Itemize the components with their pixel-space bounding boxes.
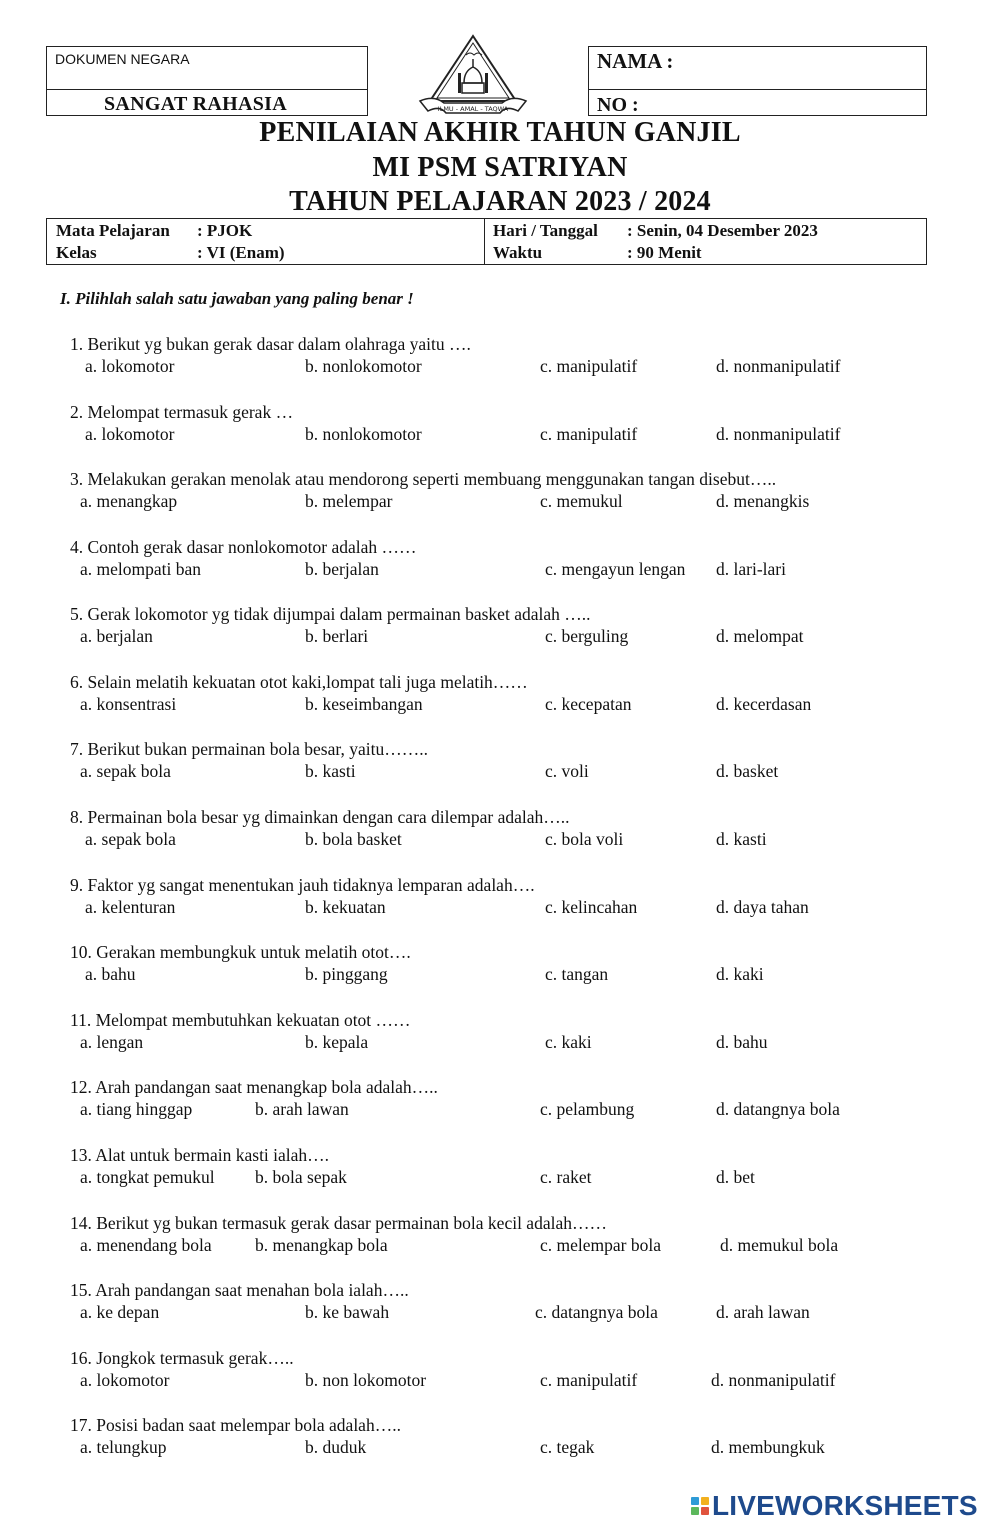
- question-text: 7. Berikut bukan permainan bola besar, yaitu……..: [70, 739, 428, 759]
- option-b[interactable]: b. nonlokomotor: [305, 424, 422, 444]
- number-field-label[interactable]: NO :: [597, 94, 639, 116]
- option-d[interactable]: d. daya tahan: [716, 897, 809, 917]
- option-b[interactable]: b. duduk: [305, 1437, 367, 1457]
- question-text: 9. Faktor yg sangat menentukan jauh tidaknya lemparan adalah….: [70, 875, 535, 895]
- option-b[interactable]: b. bola basket: [305, 829, 402, 849]
- option-c[interactable]: c. datangnya bola: [535, 1302, 658, 1322]
- question-text: 11. Melompat membutuhkan kekuatan otot ……: [70, 1010, 411, 1030]
- question-text: 17. Posisi badan saat melempar bola adalah…..: [70, 1415, 401, 1435]
- option-d[interactable]: d. melompat: [716, 626, 804, 646]
- classification-box: [46, 46, 368, 116]
- option-d[interactable]: d. nonmanipulatif: [716, 356, 841, 376]
- liveworksheets-grid-icon: [691, 1497, 709, 1515]
- option-b[interactable]: b. berjalan: [305, 559, 379, 579]
- name-field-label[interactable]: NAMA :: [597, 49, 674, 73]
- date-value: : Senin, 04 Desember 2023: [627, 221, 818, 240]
- time-value: : 90 Menit: [627, 243, 702, 262]
- question-text: 8. Permainan bola besar yg dimainkan dengan cara dilempar adalah…..: [70, 807, 570, 827]
- option-a[interactable]: a. lokomotor: [85, 424, 175, 444]
- question-text: 6. Selain melatih kekuatan otot kaki,lompat tali juga melatih……: [70, 672, 528, 692]
- grid-square: [701, 1507, 709, 1515]
- option-b[interactable]: b. berlari: [305, 626, 369, 646]
- exam-title: PENILAIAN AKHIR TAHUN GANJIL: [259, 117, 741, 148]
- date-label: Hari / Tanggal: [493, 221, 598, 240]
- option-c[interactable]: c. kaki: [545, 1032, 592, 1052]
- option-b[interactable]: b. keseimbangan: [305, 694, 423, 714]
- option-d[interactable]: d. basket: [716, 761, 779, 781]
- option-c[interactable]: c. tangan: [545, 964, 609, 984]
- question-text: 4. Contoh gerak dasar nonlokomotor adalah ……: [70, 537, 417, 557]
- option-b[interactable]: b. kasti: [305, 761, 356, 781]
- option-c[interactable]: c. kecepatan: [545, 694, 632, 714]
- option-a[interactable]: a. berjalan: [80, 626, 153, 646]
- grid-square: [701, 1497, 709, 1505]
- option-a[interactable]: a. melompati ban: [80, 559, 202, 579]
- option-d[interactable]: d. arah lawan: [716, 1302, 810, 1322]
- option-a[interactable]: a. menendang bola: [80, 1235, 212, 1255]
- secrecy-label: SANGAT RAHASIA: [104, 93, 287, 115]
- option-b[interactable]: b. melempar: [305, 491, 393, 511]
- identity-divider: [589, 89, 926, 90]
- question-text: 15. Arah pandangan saat menahan bola ialah…..: [70, 1280, 409, 1300]
- info-divider: [484, 219, 485, 264]
- option-d[interactable]: d. nonmanipulatif: [716, 424, 841, 444]
- option-d[interactable]: d. kecerdasan: [716, 694, 812, 714]
- option-a[interactable]: a. tiang hinggap: [80, 1099, 193, 1119]
- exam-info-box: [46, 218, 927, 265]
- option-c[interactable]: c. voli: [545, 761, 589, 781]
- classification-divider: [47, 89, 367, 90]
- option-c[interactable]: c. manipulatif: [540, 1370, 638, 1390]
- option-c[interactable]: c. kelincahan: [545, 897, 638, 917]
- question-text: 14. Berikut yg bukan termasuk gerak dasar permainan bola kecil adalah……: [70, 1213, 607, 1233]
- option-a[interactable]: a. konsentrasi: [80, 694, 177, 714]
- option-a[interactable]: a. bahu: [85, 964, 136, 984]
- option-c[interactable]: c. berguling: [545, 626, 629, 646]
- option-c[interactable]: c. manipulatif: [540, 356, 638, 376]
- option-a[interactable]: a. menangkap: [80, 491, 178, 511]
- option-a[interactable]: a. sepak bola: [80, 761, 171, 781]
- option-d[interactable]: d. kasti: [716, 829, 767, 849]
- option-d[interactable]: d. bet: [716, 1167, 755, 1187]
- option-d[interactable]: d. lari-lari: [716, 559, 786, 579]
- option-a[interactable]: a. lokomotor: [85, 356, 175, 376]
- grid-square: [691, 1497, 699, 1505]
- option-a[interactable]: a. telungkup: [80, 1437, 167, 1457]
- academic-year: TAHUN PELAJARAN 2023 / 2024: [289, 186, 711, 217]
- option-d[interactable]: d. bahu: [716, 1032, 768, 1052]
- option-d[interactable]: d. menangkis: [716, 491, 810, 511]
- document-label: DOKUMEN NEGARA: [55, 51, 190, 67]
- school-name: MI PSM SATRIYAN: [372, 152, 628, 183]
- option-b[interactable]: b. pinggang: [305, 964, 388, 984]
- option-c[interactable]: c. memukul: [540, 491, 623, 511]
- subject-value: : PJOK: [197, 221, 253, 240]
- subject-label: Mata Pelajaran: [56, 221, 170, 240]
- option-c[interactable]: c. manipulatif: [540, 424, 638, 444]
- student-identity-box: [588, 46, 927, 116]
- question-text: 10. Gerakan membungkuk untuk melatih otot….: [70, 942, 411, 962]
- question-text: 12. Arah pandangan saat menangkap bola adalah…..: [70, 1077, 438, 1097]
- option-b[interactable]: b. kekuatan: [305, 897, 386, 917]
- question-text: 5. Gerak lokomotor yg tidak dijumpai dalam permainan basket adalah …..: [70, 604, 591, 624]
- option-a[interactable]: a. tongkat pemukul: [80, 1167, 215, 1187]
- school-logo-icon: [414, 33, 532, 117]
- option-a[interactable]: a. lokomotor: [80, 1370, 170, 1390]
- option-d[interactable]: d. memukul bola: [720, 1235, 839, 1255]
- question-text: 13. Alat untuk bermain kasti ialah….: [70, 1145, 330, 1165]
- time-label: Waktu: [493, 243, 543, 262]
- option-b[interactable]: b. arah lawan: [255, 1099, 349, 1119]
- section-instruction: I. Pilihlah salah satu jawaban yang paling benar !: [60, 289, 414, 308]
- class-label: Kelas: [56, 243, 97, 262]
- option-c[interactable]: c. tegak: [540, 1437, 595, 1457]
- option-b[interactable]: b. nonlokomotor: [305, 356, 422, 376]
- liveworksheets-logo: [691, 1489, 978, 1523]
- option-c[interactable]: c. bola voli: [545, 829, 624, 849]
- option-a[interactable]: a. sepak bola: [85, 829, 176, 849]
- option-c[interactable]: c. pelambung: [540, 1099, 635, 1119]
- question-text: 2. Melompat termasuk gerak …: [70, 402, 294, 422]
- option-a[interactable]: a. ke depan: [80, 1302, 160, 1322]
- option-b[interactable]: b. non lokomotor: [305, 1370, 427, 1390]
- grid-square: [691, 1507, 699, 1515]
- class-value: : VI (Enam): [197, 243, 285, 262]
- option-b[interactable]: b. kepala: [305, 1032, 369, 1052]
- option-b[interactable]: b. bola sepak: [255, 1167, 347, 1187]
- option-a[interactable]: a. lengan: [80, 1032, 144, 1052]
- liveworksheets-brand: LIVEWORKSHEETS: [712, 1490, 978, 1521]
- option-c[interactable]: c. raket: [540, 1167, 592, 1187]
- option-c[interactable]: c. melempar bola: [540, 1235, 661, 1255]
- option-c[interactable]: c. mengayun lengan: [545, 559, 686, 579]
- option-a[interactable]: a. kelenturan: [85, 897, 176, 917]
- option-d[interactable]: d. datangnya bola: [716, 1099, 840, 1119]
- question-text: 1. Berikut yg bukan gerak dasar dalam olahraga yaitu ….: [70, 334, 471, 354]
- question-text: 3. Melakukan gerakan menolak atau mendorong seperti membuang menggunakan tangan disebut…..: [70, 469, 777, 489]
- option-d[interactable]: d. membungkuk: [711, 1437, 825, 1457]
- option-b[interactable]: b. ke bawah: [305, 1302, 390, 1322]
- option-d[interactable]: d. kaki: [716, 964, 764, 984]
- svg-text:ILMU - AMAL - TAQWA: ILMU - AMAL - TAQWA: [437, 105, 509, 113]
- option-d[interactable]: d. nonmanipulatif: [711, 1370, 836, 1390]
- option-b[interactable]: b. menangkap bola: [255, 1235, 388, 1255]
- question-text: 16. Jongkok termasuk gerak…..: [70, 1348, 294, 1368]
